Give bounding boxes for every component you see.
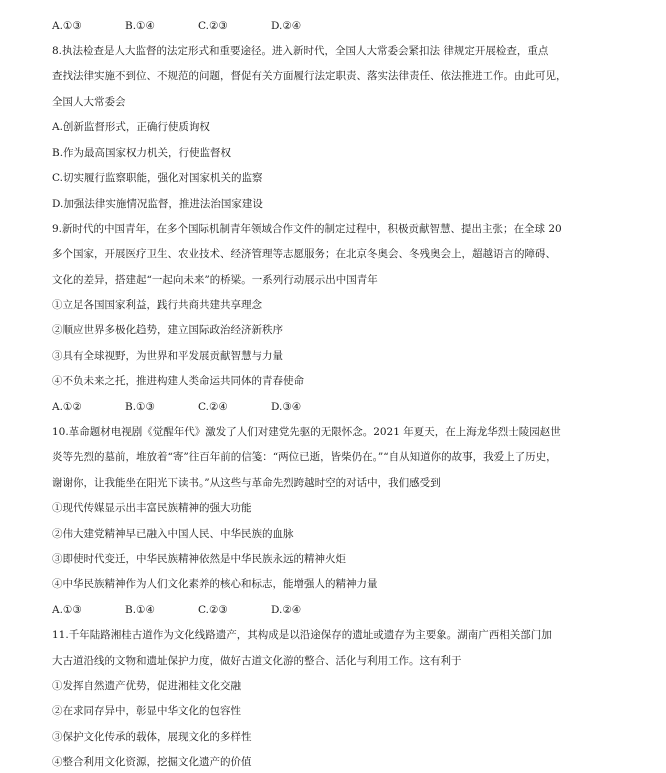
q9-stem-line-1: 9.新时代的中国青年，在多个国际机制青年领域合作文件的制定过程中，积极贡献智慧、提出主张；在全球 20 bbox=[52, 223, 562, 235]
q9-option-c: C.②④ bbox=[198, 401, 228, 413]
q9-statement-1: ①立足各国国家利益，践行共商共建共享理念 bbox=[52, 299, 262, 311]
q8-choice-a: A.创新监督形式，正确行使质询权 bbox=[52, 121, 210, 133]
q8-stem-line-2: 查找法律实施不到位、不规范的问题，督促有关方面履行法定职责、落实法律责任、依法推进工作。由此可见， bbox=[52, 70, 567, 82]
q9-stem-line-2: 多个国家，开展医疗卫生、农业技术、经济管理等志愿服务；在北京冬奥会、冬残奥会上，超越语言的障碍、 bbox=[52, 248, 556, 260]
q9-statement-4: ④不负未来之托，推进构建人类命运共同体的青春使命 bbox=[52, 375, 304, 387]
q11-stem-line-2: 大古道沿线的文物和遗址保护力度，做好古道文化游的整合、活化与利用工作。这有利于 bbox=[52, 655, 462, 667]
q9-statement-2: ②顺应世界多极化趋势，建立国际政治经济新秩序 bbox=[52, 324, 283, 336]
q10-options bbox=[52, 603, 652, 617]
q9-option-b: B.①③ bbox=[125, 401, 155, 413]
q8-stem-line-3: 全国人大常委会 bbox=[52, 96, 126, 108]
q7-options bbox=[52, 19, 652, 33]
q9-options bbox=[52, 400, 652, 414]
q11-statement-1: ①发挥自然遗产优势，促进湘桂文化交融 bbox=[52, 680, 241, 692]
q9-stem-line-3: 文化的差异，搭建起“一起向未来”的桥梁。一系列行动展示出中国青年 bbox=[52, 274, 378, 286]
q10-stem-line-3: 谢谢你，让我能坐在阳光下读书。”从这些与革命先烈跨越时空的对话中，我们感受到 bbox=[52, 477, 441, 489]
q11-statement-4: ④整合利用文化资源，挖掘文化遗产的价值 bbox=[52, 756, 252, 768]
q11-stem-line-1: 11.千年陆路湘桂古道作为文化线路遗产，其构成是以沿途保存的遗址或遗存为主要象。湖南广西相关部门加 bbox=[52, 629, 552, 641]
q8-stem-line-1: 8.执法检查是人大监督的法定形式和重要途径。进入新时代，全国人大常委会紧扣法 律规定开展检查，重点 bbox=[52, 45, 549, 57]
q10-option-b: B.①④ bbox=[125, 604, 155, 616]
q10-statement-4: ④中华民族精神作为人们文化素养的核心和标志，能增强人的精神力量 bbox=[52, 578, 378, 590]
q8-choice-b: B.作为最高国家权力机关，行使监督权 bbox=[52, 147, 232, 159]
q11-statement-3: ③保护文化传承的载体，展现文化的多样性 bbox=[52, 731, 252, 743]
q10-stem-line-1: 10.革命题材电视剧《觉醒年代》激发了人们对建党先驱的无限怀念。2021 年夏天，在上海龙华烈士陵园赵世 bbox=[52, 426, 561, 438]
q10-statement-2: ②伟大建党精神早已融入中国人民、中华民族的血脉 bbox=[52, 528, 294, 540]
q10-option-a: A.①③ bbox=[52, 604, 82, 616]
q10-option-c: C.②③ bbox=[198, 604, 228, 616]
q10-option-d: D.②④ bbox=[271, 604, 302, 616]
q8-choice-d: D.加强法律实施情况监督，推进法治国家建设 bbox=[52, 198, 263, 210]
q10-statement-1: ①现代传媒显示出丰富民族精神的强大功能 bbox=[52, 502, 252, 514]
q9-option-a: A.①② bbox=[52, 401, 82, 413]
q10-statement-3: ③即使时代变迁，中华民族精神依然是中华民族永远的精神火炬 bbox=[52, 553, 346, 565]
q9-option-d: D.③④ bbox=[271, 401, 302, 413]
q11-statement-2: ②在求同存异中，彰显中华文化的包容性 bbox=[52, 705, 241, 717]
q7-option-a: A.①③ bbox=[52, 20, 82, 32]
q9-statement-3: ③具有全球视野，为世界和平发展贡献智慧与力量 bbox=[52, 350, 283, 362]
q7-option-d: D.②④ bbox=[271, 20, 302, 32]
q10-stem-line-2: 炎等先烈的墓前，堆放着“寄”往百年前的信笺：“两位已逝，皆柴仍在。”“自从知道你的故事，我爱上了历史， bbox=[52, 451, 557, 463]
q7-option-c: C.②③ bbox=[198, 20, 228, 32]
q7-option-b: B.①④ bbox=[125, 20, 155, 32]
q8-choice-c: C.切实履行监察职能，强化对国家机关的监察 bbox=[52, 172, 263, 184]
